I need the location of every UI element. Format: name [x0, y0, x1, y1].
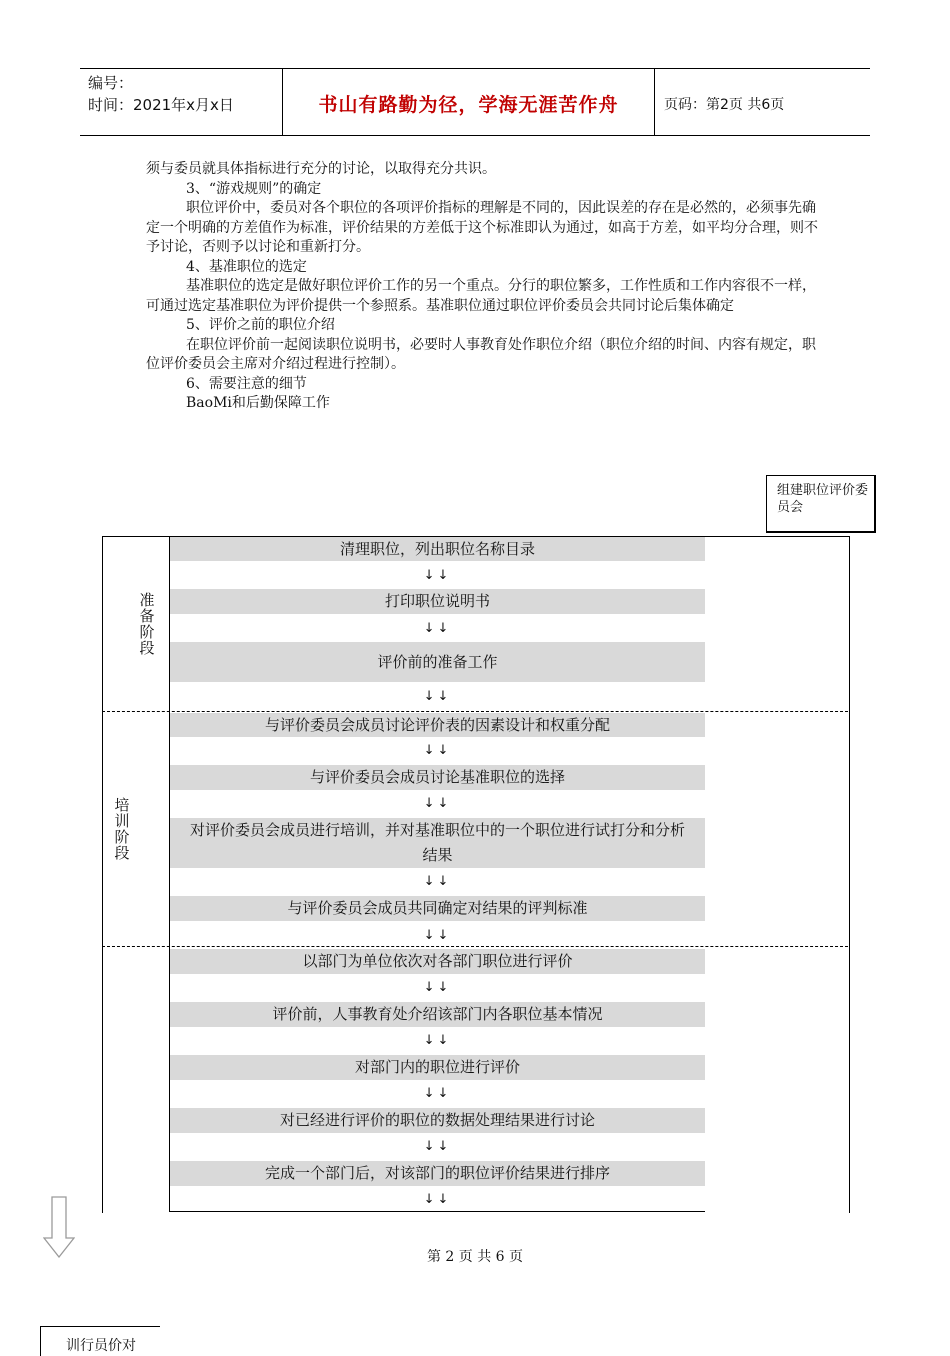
- body-line-1: 须与委员就具体指标进行充分的讨论，以取得充分共识。: [146, 161, 496, 177]
- flow-arrow: ↓↓: [423, 796, 452, 811]
- header-page-label: 页码：第2页 共6页: [664, 97, 785, 113]
- header-number-label: 编号：: [88, 74, 134, 92]
- committee-box: 组建职位评价委员会: [766, 475, 876, 533]
- flow-step: 与评价委员会成员讨论评价表的因素设计和权重分配: [170, 713, 705, 737]
- section-heading-details: 6、需要注意的细节: [186, 375, 307, 392]
- header-meta: [88, 72, 234, 116]
- header-date-label: 时间：2021年x月x日: [88, 96, 234, 114]
- section-heading-rules: 3、“游戏规则”的确定: [186, 180, 322, 197]
- flow-arrow: ↓↓: [423, 568, 452, 583]
- flow-arrow: ↓↓: [423, 689, 452, 704]
- header-bottom-rule: [80, 135, 870, 136]
- flow-step: 打印职位说明书: [170, 589, 705, 614]
- stage-divider-2: [102, 946, 848, 947]
- flow-arrow: ↓↓: [423, 1192, 452, 1207]
- flow-step: 完成一个部门后，对该部门的职位评价结果进行排序: [170, 1161, 705, 1186]
- body-paragraph-intro: 在职位评价前一起阅读职位说明书，必要时人事教育处作职位介绍（职位介绍的时间、内容有规定，职位评价委员会主席对介绍过程进行控制）。: [146, 336, 816, 372]
- flow-arrow: ↓↓: [423, 743, 452, 758]
- bottom-box: 训行员价对: [40, 1326, 160, 1356]
- flow-step: 与评价委员会成员共同确定对结果的评判标准: [170, 896, 705, 921]
- flow-arrow: ↓↓: [423, 621, 452, 636]
- body-paragraph-benchmark: 基准职位的选定是做好职位评价工作的另一个重点。分行的职位繁多，工作性质和工作内容很不一样，可通过选定基准职位为评价提供一个参照系。基准职位通过职位评价委员会共同讨论后集体确定: [146, 278, 816, 314]
- body-paragraph-rules: 职位评价中，委员对各个职位的各项评价指标的理解是不同的，因此误差的存在是必然的，必须事先确定一个明确的方差值作为标准，评价结果的方差低于这个标准即认为通过，如高于方差，如平均分合理，则不予讨论，否则予以讨论和重新打分。: [146, 200, 818, 255]
- section-heading-benchmark: 4、基准职位的选定: [186, 258, 307, 275]
- flow-step: 与评价委员会成员讨论基准职位的选择: [170, 765, 705, 790]
- flow-step: 评价前，人事教育处介绍该部门内各职位基本情况: [170, 1002, 705, 1027]
- flow-step: 对部门内的职位进行评价: [170, 1055, 705, 1080]
- body-text: [146, 160, 826, 414]
- flow-step: 评价前的准备工作: [170, 642, 705, 682]
- flow-arrow: ↓↓: [423, 874, 452, 889]
- stage-label-prepare: 准备阶段: [139, 591, 155, 657]
- header-divider-right: [654, 69, 655, 135]
- body-paragraph-details: BaoMi和后勤保障工作: [186, 395, 330, 411]
- flow-arrow: ↓↓: [423, 1033, 452, 1048]
- flowchart-bottom-rule: [170, 1211, 705, 1212]
- flow-arrow: ↓↓: [423, 1139, 452, 1154]
- section-heading-intro: 5、评价之前的职位介绍: [186, 317, 335, 333]
- flow-step: 对评价委员会成员进行培训，并对基准职位中的一个职位进行试打分和分析结果: [170, 818, 705, 868]
- header-top-rule: [80, 68, 870, 69]
- flow-step: 清理职位，列出职位名称目录: [170, 537, 705, 561]
- stage-label-training: 培训阶段: [114, 796, 130, 862]
- flow-arrow: ↓↓: [423, 980, 452, 995]
- flow-step: 以部门为单位依次对各部门职位进行评价: [170, 949, 705, 974]
- flow-arrow: ↓↓: [423, 928, 452, 943]
- flow-arrow: ↓↓: [423, 1086, 452, 1101]
- flow-step: 对已经进行评价的职位的数据处理结果进行讨论: [170, 1108, 705, 1133]
- page-footer: 第 2 页 共 6 页: [426, 1249, 524, 1265]
- header-motto: 书山有路勤为径，学海无涯苦作舟: [318, 94, 619, 116]
